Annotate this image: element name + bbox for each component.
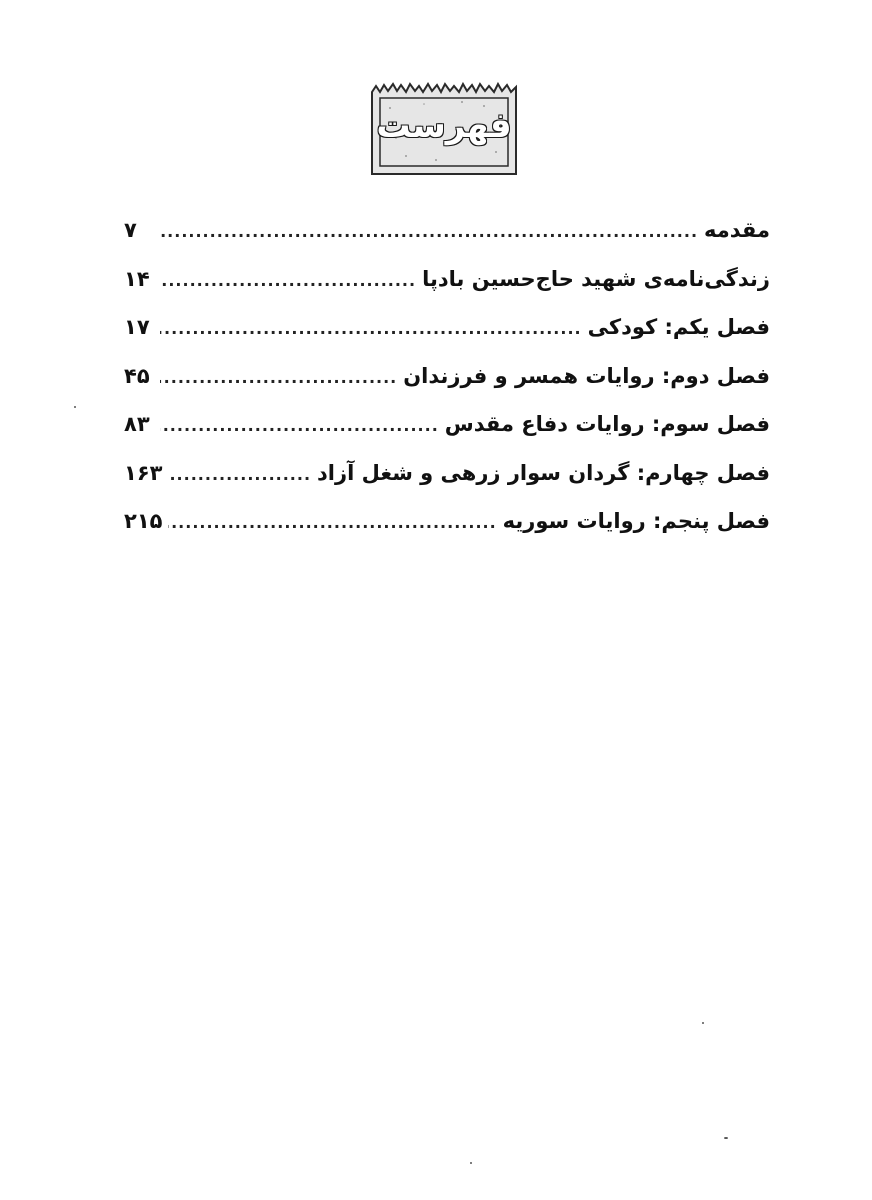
toc-dot-leader <box>168 455 311 495</box>
toc-entry[interactable] <box>124 453 770 502</box>
toc-page-number: ۱۶۳ <box>124 460 163 485</box>
toc-entry-title: فصل چهارم: گردان سوار زرهی و شغل آزاد <box>317 460 770 485</box>
title-badge <box>366 78 522 178</box>
toc-entry-title: فصل دوم: روایات همسر و فرزندان <box>403 363 770 388</box>
toc-entry[interactable] <box>124 210 770 259</box>
toc-page-number: ۱۷ <box>124 315 150 339</box>
toc-entry-title: فصل یکم: کودکی <box>587 315 770 339</box>
toc-entry[interactable] <box>124 501 770 550</box>
toc-entry-title: مقدمه <box>704 218 770 242</box>
toc-entry-title: فصل پنجم: روایات سوریه <box>502 509 770 533</box>
toc-page-number: ۱۴ <box>124 266 150 291</box>
toc-dot-leader <box>160 261 416 301</box>
toc-page-number: ۴۵ <box>124 363 150 388</box>
toc-dot-leader <box>160 406 439 446</box>
toc-entry[interactable] <box>124 307 770 356</box>
toc-dot-leader <box>160 212 698 252</box>
toc-page-number: ۷ <box>124 218 137 242</box>
table-of-contents <box>124 210 770 550</box>
toc-page-number: ۸۳ <box>124 412 150 436</box>
scan-speck <box>702 1022 704 1024</box>
toc-dot-leader <box>168 503 496 543</box>
page-title: فهرست <box>376 106 512 146</box>
scan-speck <box>724 1137 728 1139</box>
toc-entry-title: فصل سوم: روایات دفاع مقدس <box>444 412 770 436</box>
toc-entry[interactable] <box>124 259 770 308</box>
toc-entry[interactable] <box>124 404 770 453</box>
toc-page-number: ۲۱۵ <box>124 509 163 533</box>
toc-entry[interactable] <box>124 356 770 405</box>
scan-speck <box>470 1162 472 1164</box>
scan-speck <box>74 406 76 408</box>
toc-dot-leader <box>160 358 397 398</box>
toc-entry-title: زندگی‌نامه‌ی شهید حاج‌حسین بادپا <box>422 266 770 291</box>
toc-dot-leader <box>160 309 582 349</box>
